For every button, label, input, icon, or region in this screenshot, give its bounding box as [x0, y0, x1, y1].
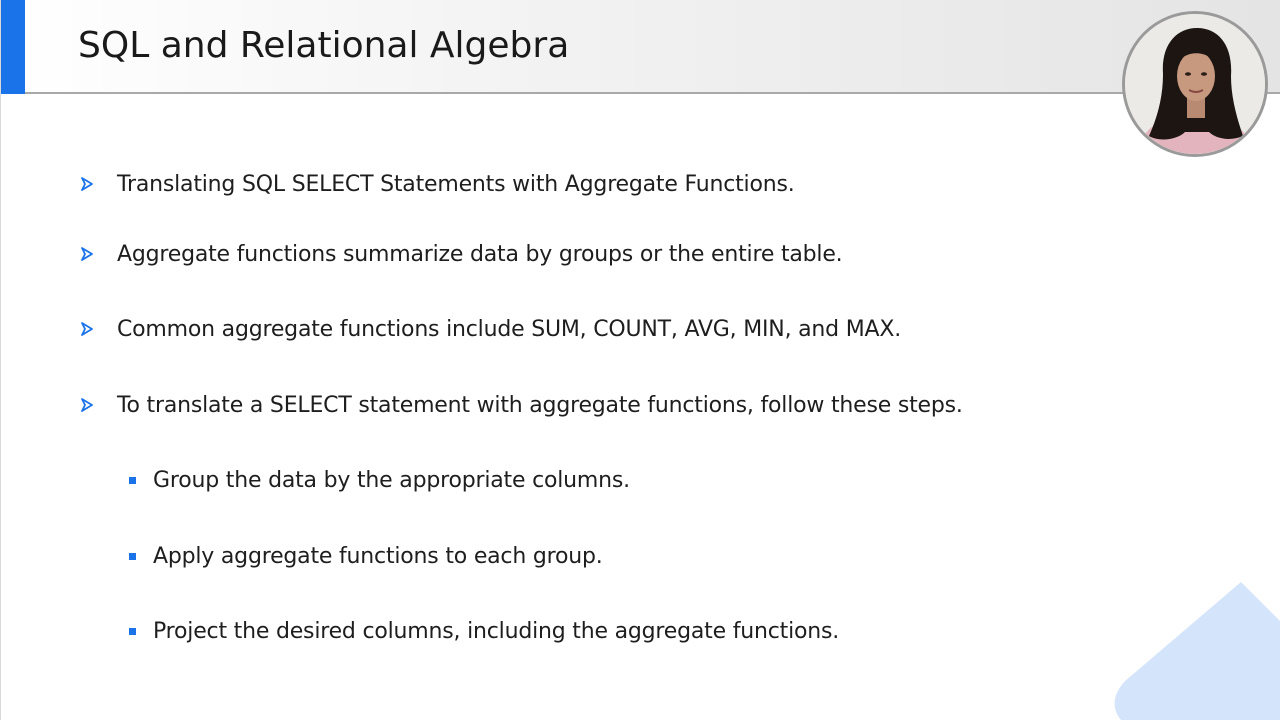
bullet-text: Common aggregate functions include SUM, COUNT, AVG, MIN, and MAX. [117, 316, 902, 342]
square-bullet-icon [129, 628, 153, 635]
bullet-list [1, 0, 1280, 720]
decorative-corner-shape [1101, 570, 1280, 720]
sub-bullet-item [129, 616, 839, 646]
sub-bullet-text: Apply aggregate functions to each group. [153, 543, 603, 569]
bullet-text: Translating SQL SELECT Statements with Aggregate Functions. [117, 171, 795, 197]
bullet-text: Aggregate functions summarize data by groups or the entire table. [117, 241, 843, 267]
presenter-webcam-avatar [1122, 11, 1268, 157]
arrow-bullet-icon [79, 321, 117, 337]
bullet-text: To translate a SELECT statement with aggregate functions, follow these steps. [117, 392, 963, 418]
sub-bullet-item [129, 465, 630, 495]
arrow-bullet-icon [79, 176, 117, 192]
arrow-bullet-icon [79, 397, 117, 413]
slide-title: SQL and Relational Algebra [78, 25, 570, 66]
square-bullet-icon [129, 477, 153, 484]
sub-bullet-item [129, 541, 603, 571]
bullet-item [79, 390, 963, 420]
bullet-item [79, 169, 795, 199]
presenter-portrait-icon [1125, 14, 1265, 154]
bullet-item [79, 314, 901, 344]
square-bullet-icon [129, 553, 153, 560]
arrow-bullet-icon [79, 246, 117, 262]
sub-bullet-text: Group the data by the appropriate columns. [153, 467, 630, 493]
bullet-item [79, 239, 842, 269]
sub-bullet-text: Project the desired columns, including the aggregate functions. [153, 618, 840, 644]
